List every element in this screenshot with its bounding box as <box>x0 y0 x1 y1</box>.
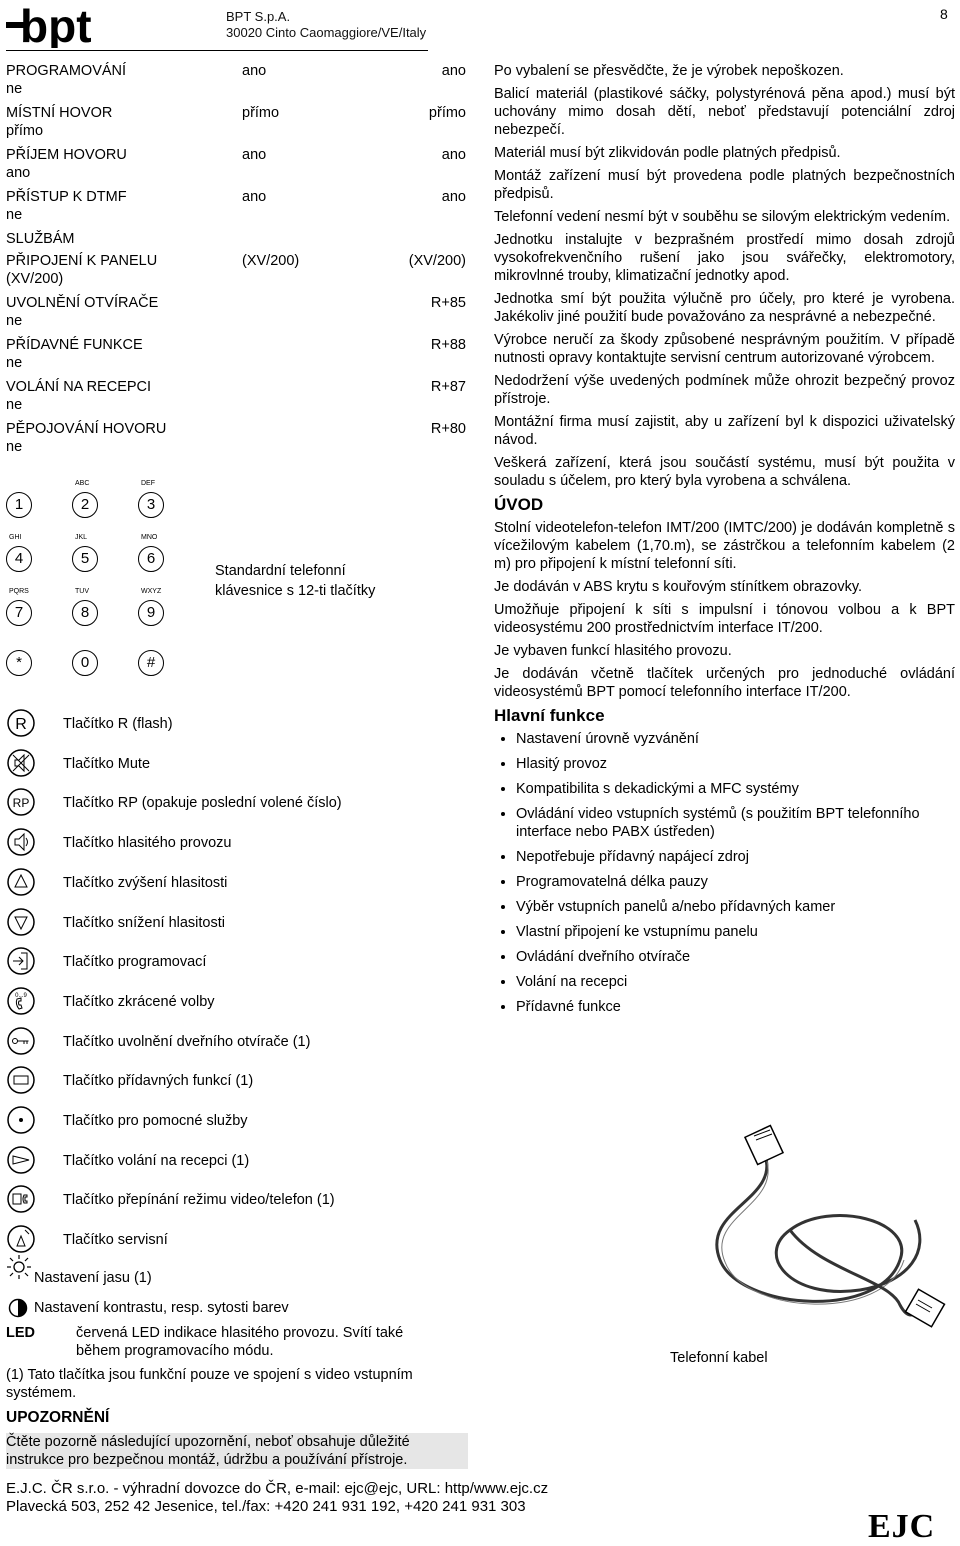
spec-v2: R+80 <box>430 421 466 437</box>
spec-v1: přímo <box>242 105 280 121</box>
safety-paragraph: Montážní firma musí zajistit, aby u zařízení byl k dispozici uživatelský návod. <box>494 414 955 448</box>
button-label: Tlačítko hlasitého provozu <box>63 835 232 851</box>
footer-line2: Plavecká 503, 252 42 Jesenice, tel./fax: +420 241 931 192, +420 241 931 303 <box>6 1498 526 1515</box>
footnote-line1: (1) Tato tlačítka jsou funkční pouze ve spojení s video vstupním <box>6 1367 413 1383</box>
safety-paragraph: Po vybalení se přesvědčte, že je výrobek nepoškozen. <box>494 63 844 79</box>
safety-paragraph: Montáž zařízení musí být provedena podle platných bezpečnostních předpisů. <box>494 168 955 202</box>
spec-v2: ano <box>441 63 466 79</box>
features-list <box>494 730 955 1016</box>
keypad-digit: 9 <box>146 604 156 621</box>
spec-k: UVOLNĚNÍ OTVÍRAČE <box>6 295 159 311</box>
keypad-caption-line2: klávesnice s 12-ti tlačítky <box>215 583 376 599</box>
spec-n: ne <box>6 439 23 455</box>
keypad-key <box>72 480 98 518</box>
spec-row <box>6 146 466 188</box>
button-label: Tlačítko pro pomocné služby <box>63 1113 248 1129</box>
keypad-caption-line1: Standardní telefonní <box>215 563 346 579</box>
footer-line1: E.J.C. ČR s.r.o. - výhradní dovozce do ČR, e-mail: ejc@ejc, URL: http/www.ejc.cz <box>6 1480 549 1497</box>
speaker-icon <box>6 827 36 857</box>
keypad-letters: TUV <box>75 588 89 595</box>
intro-paragraph: Je vybaven funkcí hlasitého provozu. <box>494 643 732 659</box>
keypad-digit: 6 <box>146 550 156 567</box>
cable-caption: Telefonní kabel <box>670 1350 768 1366</box>
spec-n: (XV/200) <box>6 271 64 287</box>
service-icon <box>6 1224 36 1254</box>
spec-n: ne <box>6 313 23 329</box>
aux-function-icon <box>6 1065 36 1095</box>
keypad-letters: MNO <box>141 534 158 541</box>
spec-k: VOLÁNÍ NA RECEPCI <box>6 379 152 395</box>
button-label: Tlačítko volání na recepci (1) <box>63 1153 250 1169</box>
safety-paragraph: Výrobce neručí za škody způsobené nesprávným použitím. V případě nutnosti opravy kontaktujte servisní centrum autorizované výrobcem. <box>494 332 955 366</box>
spec-n: ne <box>6 81 23 97</box>
keypad-key <box>6 588 32 626</box>
keypad-digit: 0 <box>80 654 90 671</box>
spec-v2: (XV/200) <box>408 253 466 269</box>
spec-row <box>6 62 466 104</box>
video-phone-icon <box>6 1184 36 1214</box>
ejc-logo: EJC <box>868 1508 936 1545</box>
keypad-digit: 4 <box>14 550 24 567</box>
keypad-digit: 2 <box>80 496 90 513</box>
warning-box <box>6 1433 468 1469</box>
spec-row <box>6 104 466 146</box>
led-description <box>76 1324 468 1360</box>
contrast-icon <box>8 1298 28 1318</box>
mute-icon <box>6 748 36 778</box>
feature-item: • Výběr vstupních panelů a/nebo přídavných kamer <box>516 898 955 916</box>
button-label: Tlačítko zvýšení hlasitosti <box>63 875 228 891</box>
keypad-letters: DEF <box>141 480 155 487</box>
spec-k: PŘÍJEM HOVORU <box>6 147 127 163</box>
spec-k: PROGRAMOVÁNÍ <box>6 63 127 79</box>
features-title: Hlavní funkce <box>494 706 605 725</box>
warning-title: UPOZORNĚNÍ <box>6 1409 110 1426</box>
phone-cable-illustration <box>660 1110 960 1360</box>
button-label: Tlačítko RP (opakuje poslední volené číslo) <box>63 795 342 811</box>
feature-item: • Programovatelná délka pauzy <box>516 873 955 891</box>
intro-paragraphs <box>494 519 955 701</box>
reception-icon <box>6 1145 36 1175</box>
feature-item: • Ovládání video vstupních systémů (s použitím BPT telefonního interface nebo PABX ústředen) <box>516 805 955 841</box>
spec-table <box>6 62 466 462</box>
keypad-key <box>6 650 32 676</box>
button-label: Tlačítko uvolnění dveřního otvírače (1) <box>63 1034 311 1050</box>
feature-item: • Nepotřebuje přídavný napájecí zdroj <box>516 848 955 866</box>
spec-v1: (XV/200) <box>242 253 300 269</box>
keypad-key <box>72 534 98 572</box>
feature-item: • Kompatibilita s dekadickými a MFC systémy <box>516 780 955 798</box>
keypad-key <box>138 588 164 626</box>
sun-icon <box>6 1254 32 1280</box>
spec-row <box>6 230 466 252</box>
spec-n: ne <box>6 355 23 371</box>
led-label: LED <box>6 1325 35 1341</box>
bpt-logo <box>6 2 106 48</box>
svg-text:0...9: 0...9 <box>15 993 27 999</box>
button-label: Tlačítko Mute <box>63 756 151 772</box>
button-label: Tlačítko přídavných funkcí (1) <box>63 1073 254 1089</box>
spec-v2: přímo <box>428 105 466 121</box>
company-block <box>226 9 426 41</box>
feature-item: • Nastavení úrovně vyzvánění <box>516 730 955 748</box>
svg-text:R: R <box>15 716 27 733</box>
safety-paragraphs <box>494 62 955 490</box>
volume-down-icon <box>6 907 36 937</box>
button-label: Tlačítko R (flash) <box>63 716 173 732</box>
volume-up-icon <box>6 867 36 897</box>
keypad-letters: WXYZ <box>141 588 162 595</box>
spec-row <box>6 420 466 462</box>
spec-row <box>6 378 466 420</box>
keypad-key <box>138 650 164 676</box>
spec-v1: ano <box>242 147 267 163</box>
spec-k: PŘÍDAVNÉ FUNKCE <box>6 337 143 353</box>
keypad-key <box>138 534 164 572</box>
button-label: Tlačítko zkrácené volby <box>63 994 215 1010</box>
intro-paragraph: Je dodáván v ABS krytu s kouřovým stínítkem obrazovky. <box>494 579 863 595</box>
warning-line2: instrukce pro bezpečnou montáž, údržbu a používání přístroje. <box>6 1452 408 1468</box>
rp-icon <box>6 787 36 817</box>
speed-dial-icon <box>6 986 36 1016</box>
safety-paragraph: Telefonní vedení nesmí být v souběhu se silovým elektrickým vedením. <box>494 209 951 225</box>
keypad-letters: PQRS <box>9 588 29 595</box>
right-column <box>494 62 955 1023</box>
key-icon <box>6 1026 36 1056</box>
footnote-line2: systémem. <box>6 1385 77 1401</box>
keypad-digit: 3 <box>146 496 156 513</box>
safety-paragraph: Jednotku instalujte v bezprašném prostředí mimo dosah zdrojů vysokofrekvenčního rušení jako jsou svářečky, elektromotory, mikrovlnné trouby, klimatizační jednotky apod. <box>494 232 955 284</box>
r-icon <box>6 708 36 738</box>
safety-paragraph: Jednotka smí být použita výlučně pro účely, pro které je vyrobena. Jakékoliv jiné použití bude považováno za nesprávné a nebezpečné. <box>494 291 955 325</box>
keypad-key <box>6 492 32 518</box>
keypad-digit: # <box>146 654 156 671</box>
svg-text:RP: RP <box>12 796 30 810</box>
feature-item: • Volání na recepci <box>516 973 955 991</box>
keypad-digit: 5 <box>80 550 90 567</box>
spec-n: ne <box>6 397 23 413</box>
led-line1: červená LED indikace hlasitého provozu. Svítí také <box>76 1325 404 1341</box>
dot-icon <box>6 1105 36 1135</box>
spec-n: ne <box>6 207 23 223</box>
keypad-digit: 1 <box>14 496 24 513</box>
intro-paragraph: Umožňuje připojení k síti s impulsní i tónovou volbou a k BPT videosystému 200 prostřednictvím interface IT/200. <box>494 602 955 636</box>
company-name: BPT S.p.A. <box>226 9 291 24</box>
feature-item: • Hlasitý provoz <box>516 755 955 773</box>
button-label: Tlačítko přepínání režimu video/telefon (1) <box>63 1192 335 1208</box>
spec-v1: ano <box>242 189 267 205</box>
company-address: 30020 Cinto Caomaggiore/VE/Italy <box>226 25 427 40</box>
contrast-label: Nastavení kontrastu, resp. sytosti barev <box>34 1300 289 1316</box>
spec-v1: ano <box>242 63 267 79</box>
keypad-key <box>72 650 98 676</box>
safety-paragraph: Balicí materiál (plastikové sáčky, polystyrénová pěna apod.) musí být uchovány mimo dosah dětí, neboť představují potenciální zdroj nebezpečí. <box>494 86 955 138</box>
button-label: Tlačítko programovací <box>63 954 207 970</box>
spec-k: PĚPOJOVÁNÍ HOVORU <box>6 421 167 437</box>
keypad-key <box>72 588 98 626</box>
feature-item: • Ovládání dveřního otvírače <box>516 948 955 966</box>
safety-paragraph: Nedodržení výše uvedených podmínek může ohrozit bezpečný provoz přístroje. <box>494 373 955 407</box>
spec-k: PŘIPOJENÍ K PANELU <box>6 253 158 269</box>
safety-paragraph: Materiál musí být zlikvidován podle platných předpisů. <box>494 145 841 161</box>
spec-k: SLUŽBÁM <box>6 231 75 247</box>
spec-row <box>6 188 466 230</box>
warning-line1: Čtěte pozorně následující upozornění, neboť obsahuje důležité <box>6 1434 410 1450</box>
feature-item: • Přídavné funkce <box>516 998 955 1016</box>
spec-n: přímo <box>6 123 44 139</box>
footer <box>6 1480 548 1516</box>
program-icon <box>6 946 36 976</box>
intro-paragraph: Stolní videotelefon-telefon IMT/200 (IMTC/200) je dodáván kompletně s vícežilovým kabelem (1,70.m), se zástrčkou a telefonním kabelem (2 m) pro připojení k místní telefonní síti. <box>494 520 955 572</box>
intro-paragraph: Je dodáván včetně tlačítek určených pro jednoduché ovládání videosystémů BPT pomocí telefonního interface IT/200. <box>494 666 955 700</box>
keypad-key <box>6 534 32 572</box>
brightness-label: Nastavení jasu (1) <box>34 1270 152 1286</box>
keypad-key <box>138 480 164 518</box>
spec-v2: R+85 <box>430 295 466 311</box>
spec-row <box>6 294 466 336</box>
footnote <box>6 1366 468 1402</box>
spec-v2: ano <box>441 147 466 163</box>
spec-v2: ano <box>441 189 466 205</box>
spec-v2: R+87 <box>430 379 466 395</box>
feature-item: • Vlastní připojení ke vstupnímu panelu <box>516 923 955 941</box>
logo-text: bpt <box>20 2 92 48</box>
keypad-letters: JKL <box>75 534 88 541</box>
safety-paragraph: Veškerá zařízení, která jsou součástí systému, musí být použita v souladu s účelem, pro který byla vyrobena a schválena. <box>494 455 955 489</box>
page-number: 8 <box>940 6 948 22</box>
keypad-digit: 7 <box>14 604 24 621</box>
keypad-digit: * <box>16 654 22 671</box>
spec-k: MÍSTNÍ HOVOR <box>6 105 113 121</box>
keypad-digit: 8 <box>80 604 90 621</box>
spec-row <box>6 336 466 378</box>
spec-v2: R+88 <box>430 337 466 353</box>
spec-k: PŘÍSTUP K DTMF <box>6 189 127 205</box>
led-line2: během programovacího módu. <box>76 1343 274 1359</box>
keypad-letters: ABC <box>75 480 90 487</box>
button-label: Tlačítko snížení hlasitosti <box>63 915 225 931</box>
header-rule <box>6 50 428 51</box>
spec-n: ano <box>6 165 31 181</box>
intro-title: ÚVOD <box>494 495 544 514</box>
spec-row <box>6 252 466 294</box>
button-label: Tlačítko servisní <box>63 1232 168 1248</box>
keypad-caption <box>215 561 375 601</box>
keypad-letters: GHI <box>9 534 22 541</box>
